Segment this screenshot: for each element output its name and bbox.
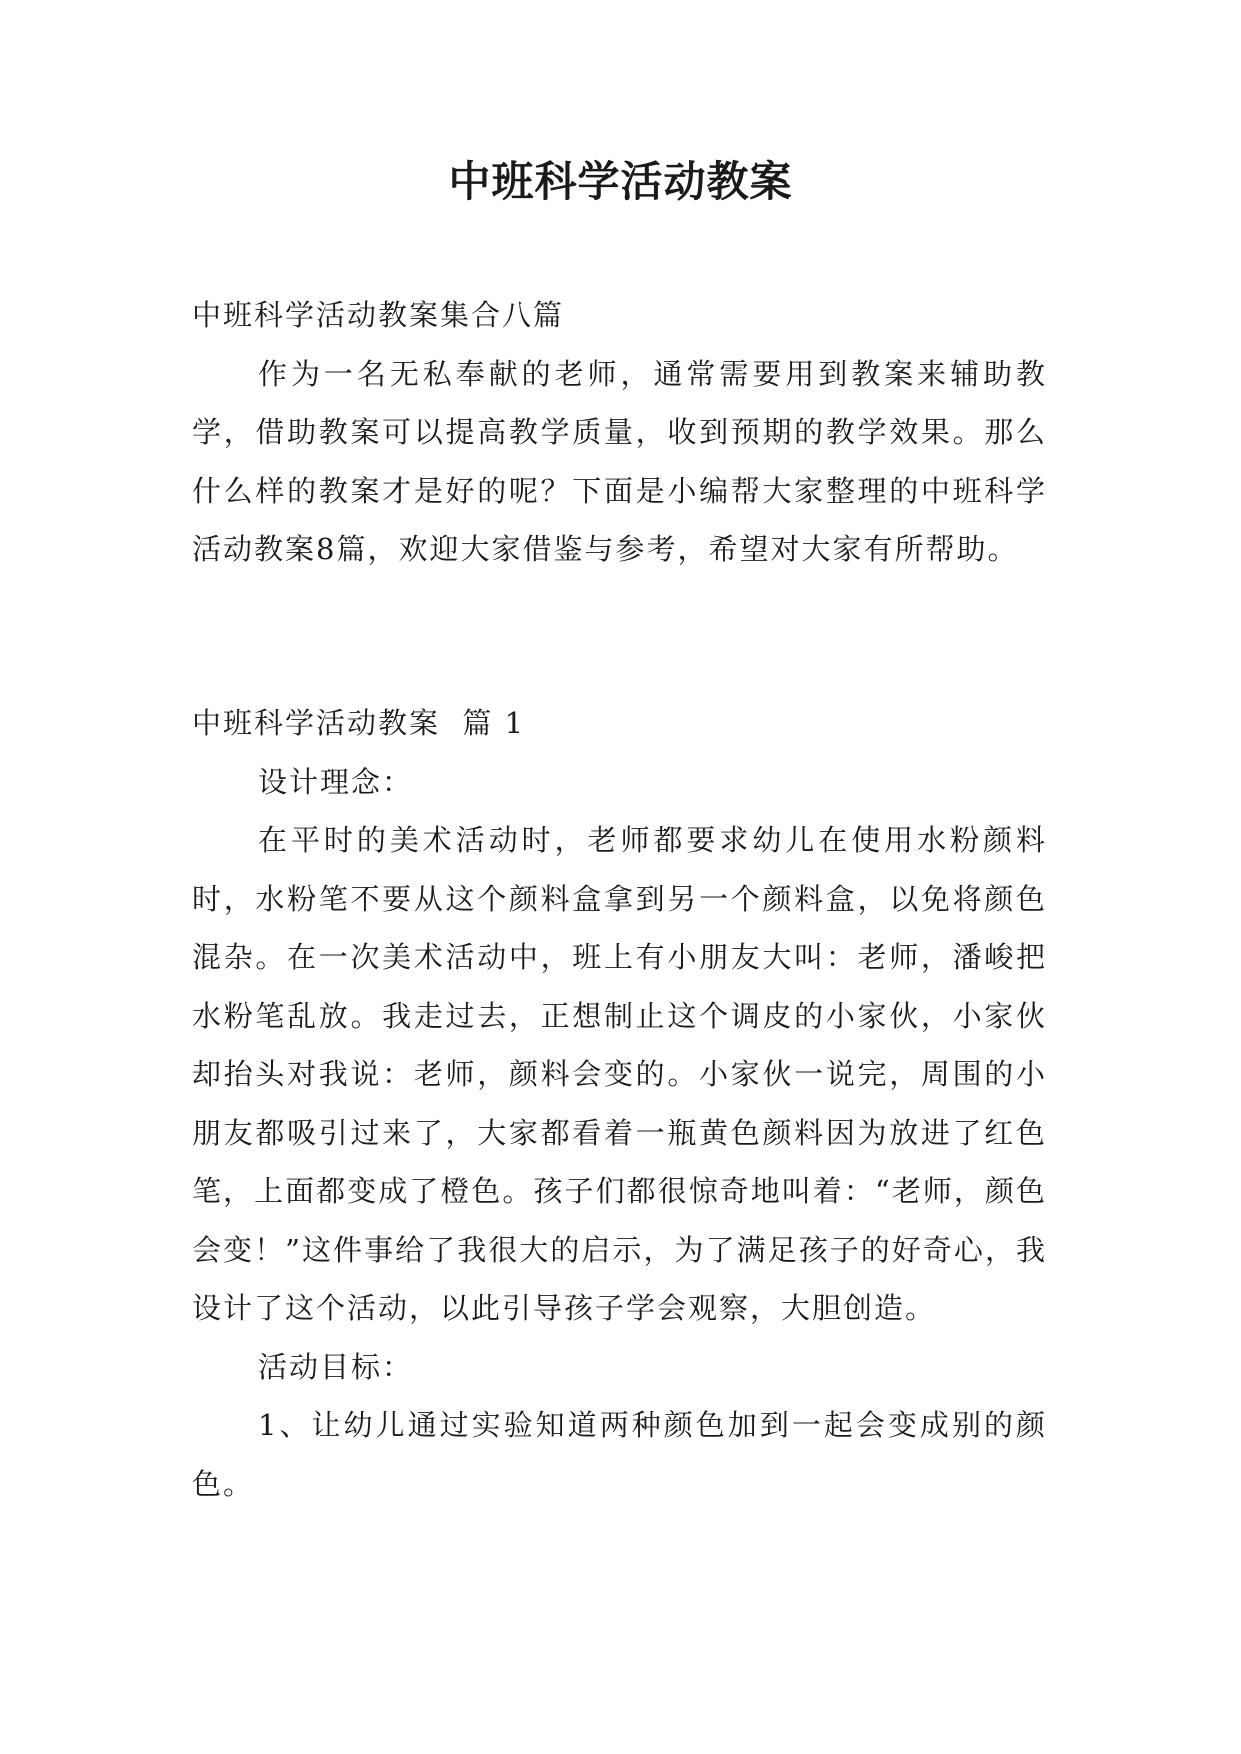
- design-paragraph: 在平时的美术活动时，老师都要求幼儿在使用水粉颜料时，水粉笔不要从这个颜料盒拿到另一个颜料盒，以免将颜色混杂。在一次美术活动中，班上有小朋友大叫：老师，潘峻把水粉笔乱放。我走过去，正想制止这个调皮的小家伙，小家伙却抬头对我说：老师，颜料会变的。小家伙一说完，周围的小朋友都吸引过来了，大家都看着一瓶黄色颜料因为放进了红色笔，上面都变成了橙色。孩子们都很惊奇地叫着：“老师，颜色会变！”这件事给了我很大的启示，为了满足孩子的好奇心，我设计了这个活动，以此引导孩子学会观察，大胆创造。: [192, 823, 1047, 1325]
- goal-label: 活动目标：: [258, 1349, 414, 1384]
- intro-block: [192, 286, 1047, 579]
- design-label: 设计理念：: [258, 764, 414, 799]
- document-subtitle: 中班科学活动教案集合八篇: [192, 298, 565, 332]
- goal-item-1: 1、让幼儿通过实验知道两种颜色加到一起会变成别的颜色。: [192, 1408, 1047, 1501]
- section-1: [192, 694, 1047, 1513]
- section-heading: 中班科学活动教案 篇 1: [192, 706, 526, 740]
- intro-paragraph: 作为一名无私奉献的老师，通常需要用到教案来辅助教学，借助教案可以提高教学质量，收到预期的教学效果。那么什么样的教案才是好的呢？下面是小编帮大家整理的中班科学活动教案8篇，欢迎大家借鉴与参考，希望对大家有所帮助。: [192, 356, 1047, 566]
- document-title: 中班科学活动教案: [448, 157, 793, 206]
